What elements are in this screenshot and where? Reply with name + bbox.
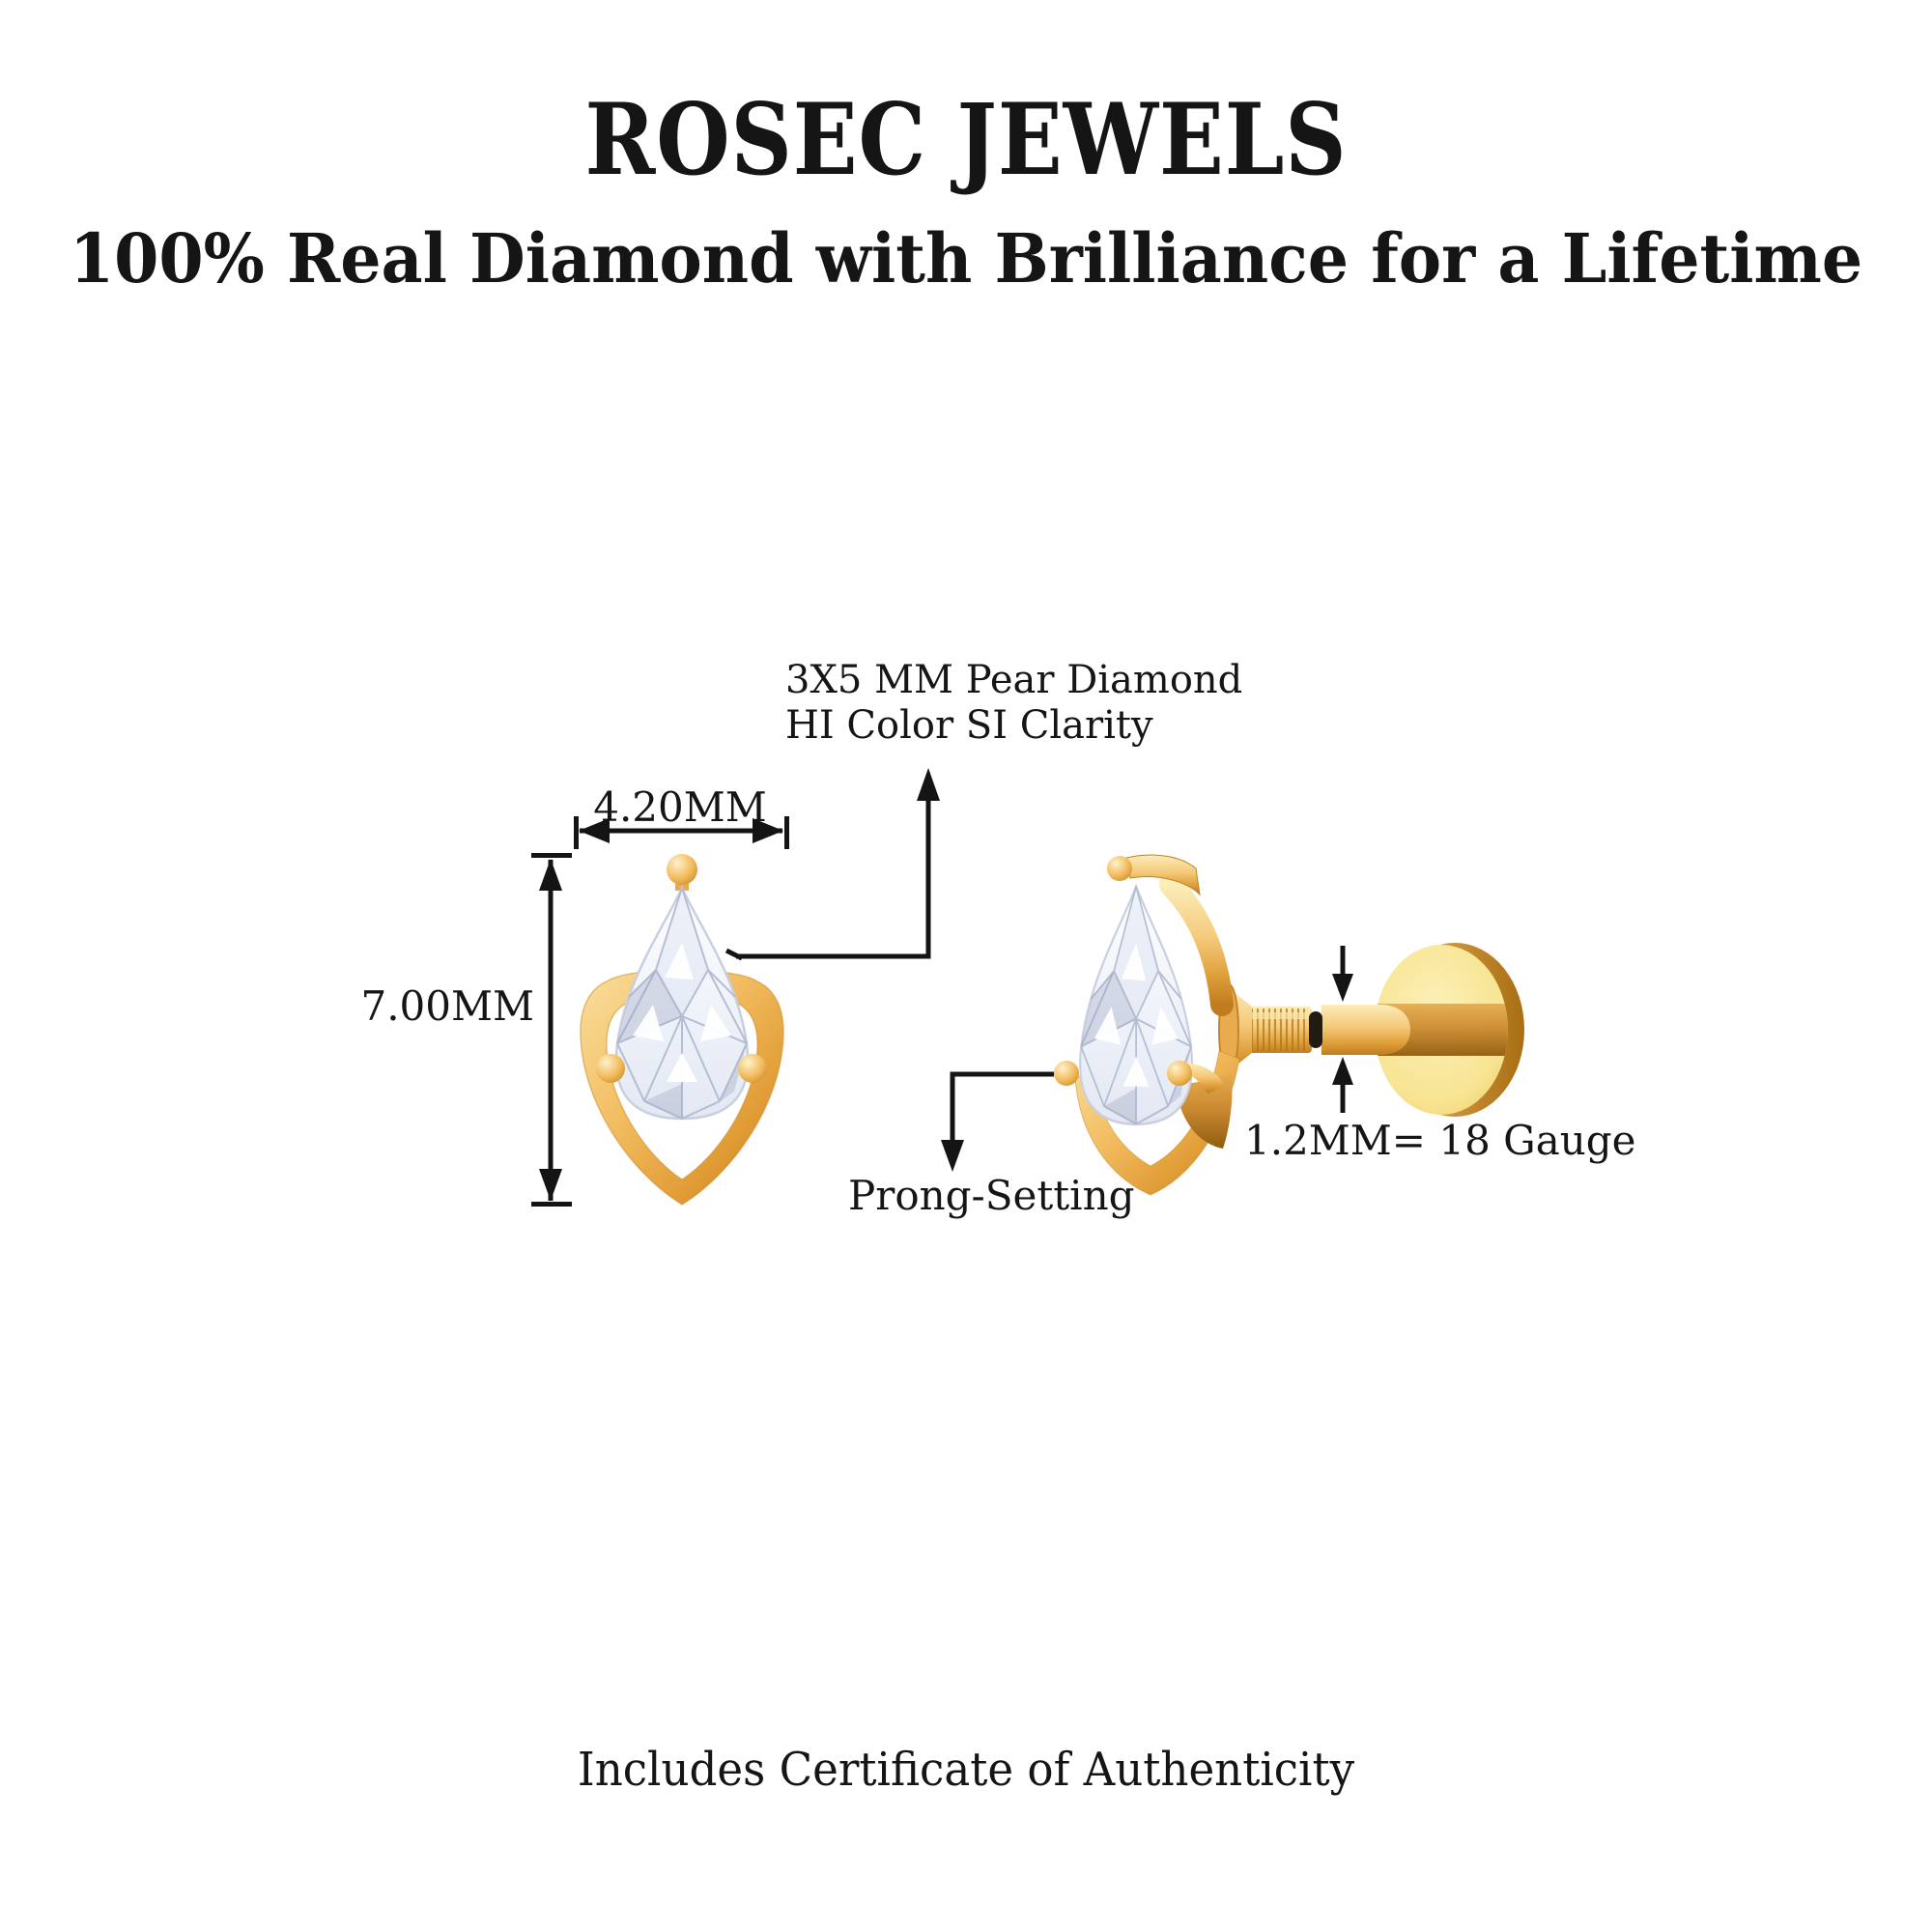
- brand-title: ROSEC JEWELS: [584, 82, 1348, 198]
- pear-diamond-side: [1080, 887, 1192, 1124]
- stone-annotation-line1: 3X5 MM Pear Diamond: [785, 658, 1243, 702]
- stone-annotation-line2: HI Color SI Clarity: [785, 703, 1153, 748]
- right-prong-bead: [738, 1054, 767, 1083]
- far-prong-bead: [1054, 1061, 1079, 1086]
- left-prong-bead: [596, 1054, 625, 1083]
- prong-setting-label: Prong-Setting: [848, 1172, 1135, 1219]
- top-prong-bead: [1107, 856, 1132, 881]
- certificate-note: Includes Certificate of Authenticity: [577, 1743, 1355, 1797]
- pear-diamond-front: [616, 888, 748, 1119]
- height-dimension-arrow: [531, 853, 572, 1207]
- o-ring: [1309, 1011, 1322, 1048]
- post: [1321, 1005, 1410, 1055]
- brand-tagline: 100% Real Diamond with Brilliance for a Lifetime: [69, 218, 1863, 298]
- screw-threads: [1246, 1007, 1312, 1053]
- height-dimension-label: 7.00MM: [360, 982, 534, 1030]
- gauge-dimension-label: 1.2MM= 18 Gauge: [1244, 1117, 1636, 1164]
- prong-setting-leader-arrow: [941, 1074, 1054, 1172]
- near-prong-bead: [1167, 1061, 1192, 1086]
- width-dimension-label: 4.20MM: [593, 783, 767, 831]
- front-view-earring: [581, 854, 783, 1205]
- stone-annotation: [785, 658, 1242, 749]
- top-bead: [667, 854, 697, 885]
